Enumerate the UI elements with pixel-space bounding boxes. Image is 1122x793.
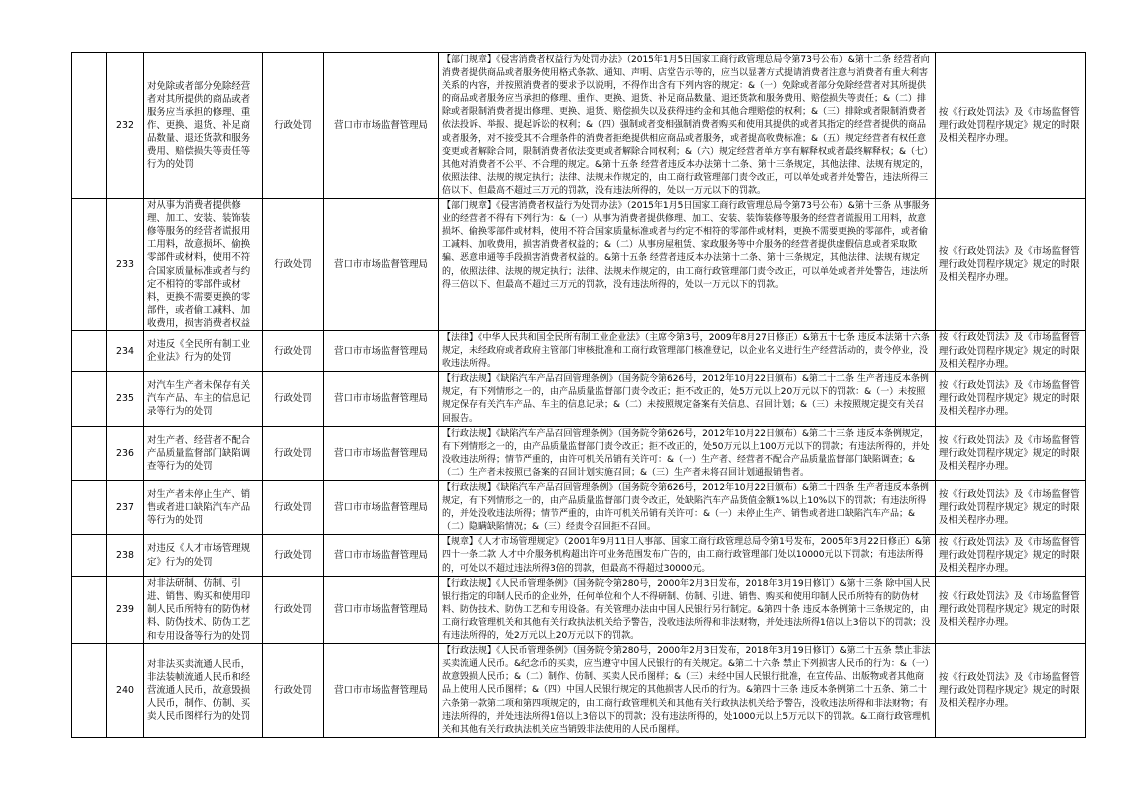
procedure-note: 按《行政处罚法》及《市场监督管理行政处罚程序规定》规定的时限及相关程序办理。 bbox=[936, 426, 1086, 480]
power-type: 行政处罚 bbox=[263, 53, 324, 199]
legal-basis: 【部门规章】《侵害消费者权益行为处罚办法》（2015年1月5日国家工商行政管理总局令第73号公布）&第十二条 经营者向消费者提供商品或者服务使用格式条款、通知、声明、店堂告示等的，应当以显著方式提请消费者注意与消费者有重大利害关系的内容，并按照消费者的要求予以说明，不得作出含有下列内容的规定：&（一）免除或者部分免除经营者对其所提供的商品或者服务应当承担的修理、重作、更换、退货、补足商品数量、退还货款和服务费用、赔偿损失等责任；&（二）排除或者限制消费者提出修理、更换、退货、赔偿损失以及获得违约金和其他合理赔偿的权利；&（三）排除或者限制消费者依法投诉、举报、提起诉讼的权利；&（四）强制或者变相强制消费者购买和使用其提供的或者其指定的经营者提供的商品或者服务，对不接受其不合理条件的消费者拒绝提供相应商品或者服务，或者提高收费标准；&（五）规定经营者有权任意变更或者解除合同，限制消费者依法变更或者解除合同权利；&（六）规定经营者单方享有解释权或者最终解释权；&（七）其他对消费者不公平、不合理的规定。&第十五条 经营者违反本办法第十二条、第十三条规定，其他法律、法规有规定的，依照法律、法规的规定执行；法律、法规未作规定的，由工商行政管理部门责令改正，可以单处或者并处警告，违法所得三倍以下、但最高不超过三万元的罚款，没有违法所得的，处以一万元以下的罚款。 bbox=[439, 53, 936, 199]
power-type: 行政处罚 bbox=[263, 481, 324, 535]
blank-cell bbox=[72, 330, 107, 371]
blank-cell bbox=[72, 372, 107, 426]
power-type: 行政处罚 bbox=[263, 535, 324, 576]
power-type: 行政处罚 bbox=[263, 576, 324, 643]
item-name: 对非法研制、仿制、引进、销售、购买和使用印制人民币所特有的防伪材料、防伪技术、防伪工艺和专用设备等行为的处罚 bbox=[144, 576, 263, 643]
row-number: 238 bbox=[107, 535, 144, 576]
table-row bbox=[72, 330, 1086, 371]
implementing-agency: 营口市市场监督管理局 bbox=[324, 53, 439, 199]
item-name: 对从事为消费者提供修理、加工、安装、装饰装修等服务的经营者谎报用工用料，故意损坏、偷换零部件或材料，使用不符合国家质量标准或者与约定不相符的零部件或材料，更换不需要更换的零部件，或者偷工减料、加收费用，损害消费者权益 bbox=[144, 199, 263, 331]
legal-basis: 【行政法规】《人民币管理条例》（国务院令第280号，2000年2月3日发布，2018年3月19日修订）&第二十五条 禁止非法买卖流通人民币。&纪念币的买卖，应当遵守中国人民银行的有关规定。&第二十六条 禁止下列损害人民币的行为：&（一）故意毁损人民币；&（二）制作、仿制、买卖人民币图样；&（三）未经中国人民银行批准，在宣传品、出版物或者其他商品上使用人民币图样；&（四）中国人民银行规定的其他损害人民币的行为。&第四十三条 违反本条例第二十五条、第二十六条第一款第二项和第四项规定的，由工商行政管理机关和其他有关行政执法机关给予警告，没收违法所得和非法财物；有违法所得的，并处违法所得1倍以上3倍以下的罚款；没有违法所得的，处1000元以上5万元以下的罚款。&工商行政管理机关和其他有关行政执法机关应当销毁非法使用的人民币图样。 bbox=[439, 644, 936, 738]
procedure-note: 按《行政处罚法》及《市场监督管理行政处罚程序规定》规定的时限及相关程序办理。 bbox=[936, 644, 1086, 738]
item-name: 对生产者未停止生产、销售或者进口缺陷汽车产品等行为的处罚 bbox=[144, 481, 263, 535]
item-name: 对免除或者部分免除经营者对其所提供的商品或者服务应当承担的修理、重作、更换、退货、补足商品数量、退还货款和服务费用、赔偿损失等责任等行为的处罚 bbox=[144, 53, 263, 199]
power-type: 行政处罚 bbox=[263, 426, 324, 480]
table-row bbox=[72, 199, 1086, 331]
implementing-agency: 营口市市场监督管理局 bbox=[324, 372, 439, 426]
item-name: 对汽车生产者未保存有关汽车产品、车主的信息记录等行为的处罚 bbox=[144, 372, 263, 426]
procedure-note: 按《行政处罚法》及《市场监督管理行政处罚程序规定》规定的时限及相关程序办理。 bbox=[936, 481, 1086, 535]
power-type: 行政处罚 bbox=[263, 372, 324, 426]
row-number: 233 bbox=[107, 199, 144, 331]
row-number: 240 bbox=[107, 644, 144, 738]
power-type: 行政处罚 bbox=[263, 644, 324, 738]
procedure-note: 按《行政处罚法》及《市场监督管理行政处罚程序规定》规定的时限及相关程序办理。 bbox=[936, 199, 1086, 331]
table-row bbox=[72, 426, 1086, 480]
row-number: 237 bbox=[107, 481, 144, 535]
legal-basis: 【行政法规】《缺陷汽车产品召回管理条例》（国务院令第626号，2012年10月22日颁布）&第二十三条 违反本条例规定，有下列情形之一的，由产品质量监督部门责令改正；拒不改正的，处50万元以上100万元以下的罚款；有违法所得的，并处没收违法所得；情节严重的，由许可机关吊销有关许可：&（一）生产者、经营者不配合产品质量监督部门缺陷调查；&（二）生产者未按照已备案的召回计划实施召回；&（三）生产者未将召回计划通报销售者。 bbox=[439, 426, 936, 480]
blank-cell bbox=[72, 199, 107, 331]
row-number: 234 bbox=[107, 330, 144, 371]
table-row bbox=[72, 372, 1086, 426]
legal-basis: 【行政法规】《缺陷汽车产品召回管理条例》（国务院令第626号，2012年10月22日颁布）&第二十二条 生产者违反本条例规定，有下列情形之一的，由产品质量监督部门责令改正；拒不改正的，处5万元以上20万元以下的罚款：&（一）未按照规定保存有关汽车产品、车主的信息记录；&（二）未按照规定备案有关信息、召回计划；&（三）未按照规定提交有关召回报告。 bbox=[439, 372, 936, 426]
blank-cell bbox=[72, 481, 107, 535]
implementing-agency: 营口市市场监督管理局 bbox=[324, 535, 439, 576]
power-type: 行政处罚 bbox=[263, 199, 324, 331]
implementing-agency: 营口市市场监督管理局 bbox=[324, 330, 439, 371]
legal-basis: 【法律】《中华人民共和国全民所有制工业企业法》（主席令第3号，2009年8月27日修正）&第五十七条 违反本法第十六条规定，未经政府或者政府主管部门审核批准和工商行政管理部门核准登记，以企业名义进行生产经营活动的，责令停业，没收违法所得。 bbox=[439, 330, 936, 371]
procedure-note: 按《行政处罚法》及《市场监督管理行政处罚程序规定》规定的时限及相关程序办理。 bbox=[936, 53, 1086, 199]
row-number: 239 bbox=[107, 576, 144, 643]
legal-basis: 【行政法规】《人民币管理条例》（国务院令第280号，2000年2月3日发布，2018年3月19日修订）&第十三条 除中国人民银行指定的印制人民币的企业外，任何单位和个人不得研制、仿制、引进、销售、购买和使用印制人民币所特有的防伪材料、防伪技术、防伪工艺和专用设备。有关管理办法由中国人民银行另行制定。&第四十条 违反本条例第十三条规定的，由工商行政管理机关和其他有关行政执法机关给予警告，没收违法所得和非法财物，并处违法所得1倍以上3倍以下的罚款；没有违法所得的，处2万元以上20万元以下的罚款。 bbox=[439, 576, 936, 643]
row-number: 235 bbox=[107, 372, 144, 426]
row-number: 232 bbox=[107, 53, 144, 199]
implementing-agency: 营口市市场监督管理局 bbox=[324, 199, 439, 331]
item-name: 对生产者、经营者不配合产品质量监督部门缺陷调查等行为的处罚 bbox=[144, 426, 263, 480]
implementing-agency: 营口市市场监督管理局 bbox=[324, 426, 439, 480]
procedure-note: 按《行政处罚法》及《市场监督管理行政处罚程序规定》规定的时限及相关程序办理。 bbox=[936, 535, 1086, 576]
blank-cell bbox=[72, 644, 107, 738]
table-row bbox=[72, 644, 1086, 738]
blank-cell bbox=[72, 426, 107, 480]
implementing-agency: 营口市市场监督管理局 bbox=[324, 576, 439, 643]
table-row bbox=[72, 535, 1086, 576]
item-name: 对违反《全民所有制工业企业法》行为的处罚 bbox=[144, 330, 263, 371]
table-row bbox=[72, 481, 1086, 535]
blank-cell bbox=[72, 535, 107, 576]
implementing-agency: 营口市市场监督管理局 bbox=[324, 481, 439, 535]
legal-basis: 【行政法规】《缺陷汽车产品召回管理条例》（国务院令第626号，2012年10月22日颁布）&第二十四条 生产者违反本条例规定，有下列情形之一的，由产品质量监督部门责令改正，处缺陷汽车产品货值金额1%以上10%以下的罚款；有违法所得的，并处没收违法所得；情节严重的，由许可机关吊销有关许可：&（一）未停止生产、销售或者进口缺陷汽车产品；&（二）隐瞒缺陷情况；&（三）经责令召回拒不召回。 bbox=[439, 481, 936, 535]
power-type: 行政处罚 bbox=[263, 330, 324, 371]
item-name: 对违反《人才市场管理规定》行为的处罚 bbox=[144, 535, 263, 576]
item-name: 对非法买卖流通人民币，非法装帧流通人民币和经营流通人民币，故意毁损人民币，制作、仿制、买卖人民币图样行为的处罚 bbox=[144, 644, 263, 738]
table-row bbox=[72, 576, 1086, 643]
blank-cell bbox=[72, 53, 107, 199]
legal-basis: 【规章】《人才市场管理规定》（2001年9月11日人事部、国家工商行政管理总局令第1号发布，2005年3月22日修正）&第四十一条二款 人才中介服务机构超出许可业务范围发布广告的，由工商行政管理部门处以10000元以下罚款；有违法所得的，可处以不超过违法所得3倍的罚款，但最高不得超过30000元。 bbox=[439, 535, 936, 576]
table-row bbox=[72, 53, 1086, 199]
implementing-agency: 营口市市场监督管理局 bbox=[324, 644, 439, 738]
procedure-note: 按《行政处罚法》及《市场监督管理行政处罚程序规定》规定的时限及相关程序办理。 bbox=[936, 576, 1086, 643]
power-list-table bbox=[71, 52, 1086, 738]
row-number: 236 bbox=[107, 426, 144, 480]
legal-basis: 【部门规章】《侵害消费者权益行为处罚办法》（2015年1月5日国家工商行政管理总局令第73号公布）&第十三条 从事服务业的经营者不得有下列行为：&（一）从事为消费者提供修理、加工、安装、装饰装修等服务的经营者谎报用工用料，故意损坏、偷换零部件或材料，使用不符合国家质量标准或者与约定不相符的零部件或材料，更换不需要更换的零部件，或者偷工减料、加收费用，损害消费者权益的；&（二）从事房屋租赁、家政服务等中介服务的经营者提供虚假信息或者采取欺骗、恶意串通等手段损害消费者权益的。&第十五条 经营者违反本办法第十二条、第十三条规定，其他法律、法规有规定的，依照法律、法规的规定执行；法律、法规未作规定的，由工商行政管理部门责令改正，可以单处或者并处警告，违法所得三倍以下、但最高不超过三万元的罚款，没有违法所得的，处以一万元以下的罚款。 bbox=[439, 199, 936, 331]
procedure-note: 按《行政处罚法》及《市场监督管理行政处罚程序规定》规定的时限及相关程序办理。 bbox=[936, 372, 1086, 426]
procedure-note: 按《行政处罚法》及《市场监督管理行政处罚程序规定》规定的时限及相关程序办理。 bbox=[936, 330, 1086, 371]
blank-cell bbox=[72, 576, 107, 643]
